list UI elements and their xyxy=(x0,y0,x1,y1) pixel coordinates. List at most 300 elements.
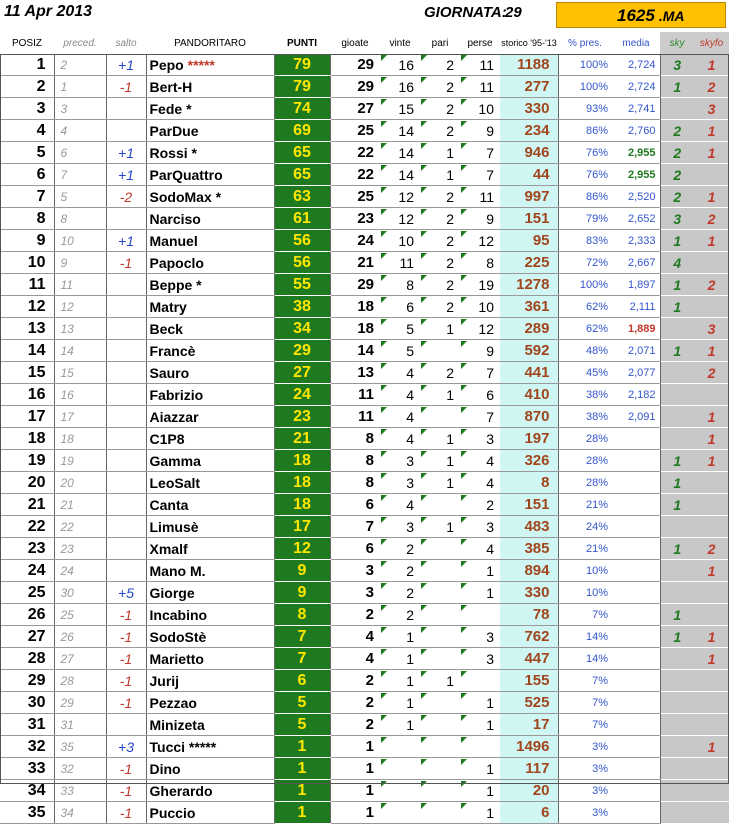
table-row xyxy=(0,98,729,120)
cell-gio: 21 xyxy=(330,252,380,274)
cell-med xyxy=(612,626,660,648)
cell-pres: 28% xyxy=(558,450,612,472)
cell-vin: 2 xyxy=(380,560,420,582)
cell-par: 1 xyxy=(420,670,460,692)
table-row xyxy=(0,252,729,274)
cell-skyfo: 3 xyxy=(694,318,729,340)
cell-prec: 14 xyxy=(54,340,106,362)
cell-pos: 18 xyxy=(0,428,54,450)
cell-sky xyxy=(660,780,694,802)
cell-par: 1 xyxy=(420,516,460,538)
col-salto: salto xyxy=(115,37,137,49)
player-name: Narciso xyxy=(149,210,201,227)
cell-per: 1 xyxy=(460,692,500,714)
table-row xyxy=(0,802,729,824)
header-bar xyxy=(0,0,730,30)
cell-pos: 20 xyxy=(0,472,54,494)
cell-salto xyxy=(106,296,146,318)
cell-stor: 361 xyxy=(500,296,558,318)
cell-stor: 277 xyxy=(500,76,558,98)
cell-salto: +1 xyxy=(106,54,146,76)
cell-pos: 29 xyxy=(0,670,54,692)
cell-per: 3 xyxy=(460,428,500,450)
cell-salto xyxy=(106,98,146,120)
cell-per: 9 xyxy=(460,120,500,142)
col-giocate: gioate xyxy=(341,37,369,49)
cell-stor: 225 xyxy=(500,252,558,274)
cell-gio: 22 xyxy=(330,142,380,164)
cell-par: 2 xyxy=(420,274,460,296)
col-pres: % pres. xyxy=(568,37,602,49)
cell-pres: 14% xyxy=(558,626,612,648)
cell-per: 1 xyxy=(460,560,500,582)
cell-name xyxy=(146,340,274,362)
cell-par xyxy=(420,780,460,802)
cell-vin: 1 xyxy=(380,670,420,692)
cell-stor: 946 xyxy=(500,142,558,164)
cell-punti: 18 xyxy=(274,494,330,516)
cell-par: 1 xyxy=(420,472,460,494)
cell-pos: 34 xyxy=(0,780,54,802)
cell-name xyxy=(146,626,274,648)
cell-name xyxy=(146,208,274,230)
cell-per: 12 xyxy=(460,230,500,252)
cell-sky xyxy=(660,714,694,736)
cell-punti: 17 xyxy=(274,516,330,538)
cell-stor: 385 xyxy=(500,538,558,560)
cell-med: 2,520 xyxy=(612,186,660,208)
cell-prec: 18 xyxy=(54,428,106,450)
cell-prec: 7 xyxy=(54,164,106,186)
cell-med: 2,091 xyxy=(612,406,660,428)
cell-punti: 18 xyxy=(274,472,330,494)
cell-sky: 1 xyxy=(660,230,694,252)
cell-salto: +1 xyxy=(106,230,146,252)
table-row xyxy=(0,714,729,736)
cell-salto: +1 xyxy=(106,142,146,164)
cell-sky xyxy=(660,516,694,538)
cell-stor: 326 xyxy=(500,450,558,472)
cell-salto: -2 xyxy=(106,186,146,208)
cell-vin: 1 xyxy=(380,648,420,670)
cell-skyfo xyxy=(694,714,729,736)
cell-med xyxy=(612,758,660,780)
cell-vin: 15 xyxy=(380,98,420,120)
cell-pos: 28 xyxy=(0,648,54,670)
cell-par xyxy=(420,406,460,428)
cell-med xyxy=(612,670,660,692)
cell-salto: -1 xyxy=(106,758,146,780)
cell-vin: 1 xyxy=(380,626,420,648)
cell-punti: 21 xyxy=(274,428,330,450)
cell-skyfo xyxy=(694,252,729,274)
cell-sky: 3 xyxy=(660,208,694,230)
cell-pres: 24% xyxy=(558,516,612,538)
cell-skyfo xyxy=(694,692,729,714)
cell-punti: 34 xyxy=(274,318,330,340)
cell-skyfo: 2 xyxy=(694,274,729,296)
standings-body xyxy=(0,54,729,824)
cell-vin: 16 xyxy=(380,54,420,76)
cell-prec: 17 xyxy=(54,406,106,428)
cell-sky: 1 xyxy=(660,274,694,296)
cell-med: 2,077 xyxy=(612,362,660,384)
cell-prec: 10 xyxy=(54,230,106,252)
cell-per: 11 xyxy=(460,186,500,208)
table-row xyxy=(0,120,729,142)
cell-med xyxy=(612,780,660,802)
cell-punti: 38 xyxy=(274,296,330,318)
cell-pos: 9 xyxy=(0,230,54,252)
cell-gio: 18 xyxy=(330,318,380,340)
cell-gio: 3 xyxy=(330,582,380,604)
cell-name xyxy=(146,780,274,802)
cell-salto xyxy=(106,384,146,406)
cell-prec: 6 xyxy=(54,142,106,164)
cell-skyfo: 2 xyxy=(694,208,729,230)
cell-salto xyxy=(106,362,146,384)
cell-pos: 14 xyxy=(0,340,54,362)
col-pandoritaro: PANDORITARO xyxy=(174,37,246,49)
cell-name xyxy=(146,142,274,164)
cell-par xyxy=(420,758,460,780)
cell-pres: 83% xyxy=(558,230,612,252)
cell-pres: 3% xyxy=(558,758,612,780)
cell-per: 19 xyxy=(460,274,500,296)
cell-par: 2 xyxy=(420,54,460,76)
cell-pres: 100% xyxy=(558,274,612,296)
cell-stor: 78 xyxy=(500,604,558,626)
table-row xyxy=(0,164,729,186)
cell-salto xyxy=(106,450,146,472)
cell-gio: 1 xyxy=(330,802,380,824)
cell-stor: 6 xyxy=(500,802,558,824)
cell-par: 2 xyxy=(420,296,460,318)
cell-vin: 16 xyxy=(380,76,420,98)
cell-skyfo xyxy=(694,758,729,780)
cell-skyfo: 1 xyxy=(694,142,729,164)
table-row xyxy=(0,472,729,494)
cell-pres: 86% xyxy=(558,186,612,208)
cell-per: 4 xyxy=(460,538,500,560)
cell-vin: 14 xyxy=(380,120,420,142)
cell-med xyxy=(612,538,660,560)
cell-name xyxy=(146,648,274,670)
cell-sky: 1 xyxy=(660,450,694,472)
cell-name xyxy=(146,538,274,560)
cell-punti: 61 xyxy=(274,208,330,230)
cell-pos: 33 xyxy=(0,758,54,780)
col-perse: perse xyxy=(467,37,493,49)
col-vinte: vinte xyxy=(389,37,411,49)
cell-prec: 26 xyxy=(54,626,106,648)
cell-par: 2 xyxy=(420,252,460,274)
cell-stor: 1188 xyxy=(500,54,558,76)
cell-gio: 8 xyxy=(330,450,380,472)
player-name: Minizeta xyxy=(149,716,205,733)
cell-pres: 100% xyxy=(558,76,612,98)
cell-vin: 2 xyxy=(380,604,420,626)
cell-name xyxy=(146,582,274,604)
cell-sky: 2 xyxy=(660,164,694,186)
giornata-value: 29 xyxy=(505,4,522,21)
cell-par: 2 xyxy=(420,186,460,208)
cell-name xyxy=(146,560,274,582)
cell-per: 1 xyxy=(460,802,500,824)
cell-pos: 11 xyxy=(0,274,54,296)
cell-skyfo: 1 xyxy=(694,230,729,252)
cell-per: 10 xyxy=(460,296,500,318)
cell-prec: 25 xyxy=(54,604,106,626)
cell-stor: 20 xyxy=(500,780,558,802)
cell-vin xyxy=(380,758,420,780)
cell-punti: 1 xyxy=(274,802,330,824)
cell-prec: 35 xyxy=(54,736,106,758)
cell-skyfo xyxy=(694,494,729,516)
cell-pos: 21 xyxy=(0,494,54,516)
date-label: 11 Apr 2013 xyxy=(4,3,93,20)
player-name: Puccio xyxy=(149,804,196,821)
table-row xyxy=(0,736,729,758)
cell-name xyxy=(146,604,274,626)
cell-pos: 5 xyxy=(0,142,54,164)
cell-per: 4 xyxy=(460,472,500,494)
cell-gio: 1 xyxy=(330,780,380,802)
cell-salto: +1 xyxy=(106,164,146,186)
cell-pos: 35 xyxy=(0,802,54,824)
cell-skyfo: 1 xyxy=(694,626,729,648)
cell-med xyxy=(612,604,660,626)
player-name: Papoclo xyxy=(149,254,204,271)
cell-gio: 11 xyxy=(330,406,380,428)
cell-gio: 6 xyxy=(330,538,380,560)
cell-name xyxy=(146,252,274,274)
cell-name xyxy=(146,296,274,318)
table-row xyxy=(0,54,729,76)
cell-salto xyxy=(106,472,146,494)
cell-pres: 38% xyxy=(558,384,612,406)
cell-stor: 330 xyxy=(500,98,558,120)
cell-gio: 2 xyxy=(330,714,380,736)
cell-punti: 5 xyxy=(274,714,330,736)
cell-gio: 7 xyxy=(330,516,380,538)
cell-punti: 7 xyxy=(274,626,330,648)
cell-med xyxy=(612,428,660,450)
cell-pres: 10% xyxy=(558,560,612,582)
cell-par xyxy=(420,604,460,626)
cell-gio: 25 xyxy=(330,120,380,142)
cell-stor: 762 xyxy=(500,626,558,648)
player-name: Marietto xyxy=(149,650,204,667)
cell-pres: 76% xyxy=(558,142,612,164)
cell-gio: 13 xyxy=(330,362,380,384)
cell-skyfo: 1 xyxy=(694,428,729,450)
cell-med: 2,071 xyxy=(612,340,660,362)
cell-vin: 6 xyxy=(380,296,420,318)
cell-skyfo: 2 xyxy=(694,76,729,98)
cell-pos: 8 xyxy=(0,208,54,230)
cell-pres: 45% xyxy=(558,362,612,384)
table-row xyxy=(0,142,729,164)
cell-skyfo: 1 xyxy=(694,648,729,670)
cell-name xyxy=(146,54,274,76)
cell-sky xyxy=(660,560,694,582)
cell-per: 9 xyxy=(460,208,500,230)
player-name: Pezzao xyxy=(149,694,197,711)
cell-sky: 2 xyxy=(660,186,694,208)
player-name: Incabino xyxy=(149,606,208,623)
cell-skyfo: 1 xyxy=(694,186,729,208)
cell-skyfo: 1 xyxy=(694,406,729,428)
cell-per xyxy=(460,736,500,758)
cell-vin: 5 xyxy=(380,318,420,340)
cell-med xyxy=(612,582,660,604)
cell-prec: 13 xyxy=(54,318,106,340)
cell-prec: 5 xyxy=(54,186,106,208)
cell-par xyxy=(420,538,460,560)
cell-vin: 3 xyxy=(380,472,420,494)
cell-par: 2 xyxy=(420,208,460,230)
cell-sky xyxy=(660,362,694,384)
cell-prec: 15 xyxy=(54,362,106,384)
cell-per: 6 xyxy=(460,384,500,406)
cell-punti: 1 xyxy=(274,758,330,780)
cell-med: 1,897 xyxy=(612,274,660,296)
cell-med xyxy=(612,736,660,758)
table-row xyxy=(0,560,729,582)
cell-sky xyxy=(660,670,694,692)
cell-pos: 30 xyxy=(0,692,54,714)
table-row xyxy=(0,494,729,516)
cell-vin: 5 xyxy=(380,340,420,362)
player-name: Bert-H xyxy=(149,78,193,95)
cell-salto xyxy=(106,560,146,582)
player-name: Limusè xyxy=(149,518,199,535)
cell-punti: 23 xyxy=(274,406,330,428)
cell-med: 2,955 xyxy=(612,142,660,164)
cell-sky: 1 xyxy=(660,340,694,362)
cell-punti: 12 xyxy=(274,538,330,560)
cell-skyfo: 2 xyxy=(694,538,729,560)
cell-salto: -1 xyxy=(106,780,146,802)
cell-gio: 22 xyxy=(330,164,380,186)
cell-gio: 4 xyxy=(330,648,380,670)
cell-pres: 28% xyxy=(558,428,612,450)
cell-prec: 1 xyxy=(54,76,106,98)
cell-vin: 11 xyxy=(380,252,420,274)
player-name: Tucci ***** xyxy=(149,738,217,755)
cell-sky: 1 xyxy=(660,604,694,626)
cell-salto: +3 xyxy=(106,736,146,758)
player-name: Francè xyxy=(149,342,196,359)
cell-per: 3 xyxy=(460,648,500,670)
table-row xyxy=(0,626,729,648)
cell-pos: 10 xyxy=(0,252,54,274)
cell-skyfo: 1 xyxy=(694,120,729,142)
cell-per: 4 xyxy=(460,450,500,472)
cell-med: 2,111 xyxy=(612,296,660,318)
cell-per: 1 xyxy=(460,758,500,780)
cell-gio: 2 xyxy=(330,670,380,692)
cell-name xyxy=(146,472,274,494)
cell-punti: 1 xyxy=(274,736,330,758)
cell-punti: 56 xyxy=(274,230,330,252)
cell-vin: 4 xyxy=(380,384,420,406)
player-name: Giorge xyxy=(149,584,195,601)
cell-salto: -1 xyxy=(106,802,146,824)
cell-prec: 27 xyxy=(54,648,106,670)
cell-name xyxy=(146,362,274,384)
player-name: Jurij xyxy=(149,672,180,689)
cell-stor: 151 xyxy=(500,208,558,230)
cell-per: 3 xyxy=(460,626,500,648)
cell-skyfo xyxy=(694,604,729,626)
cell-pos: 27 xyxy=(0,626,54,648)
cell-salto xyxy=(106,274,146,296)
cell-salto xyxy=(106,120,146,142)
cell-salto: -1 xyxy=(106,252,146,274)
cell-skyfo: 1 xyxy=(694,340,729,362)
cell-name xyxy=(146,230,274,252)
table-row xyxy=(0,450,729,472)
cell-par: 2 xyxy=(420,120,460,142)
cell-name xyxy=(146,494,274,516)
cell-med: 2,667 xyxy=(612,252,660,274)
cell-per: 11 xyxy=(460,76,500,98)
cell-vin xyxy=(380,736,420,758)
cell-med xyxy=(612,516,660,538)
cell-pos: 23 xyxy=(0,538,54,560)
cell-pres: 7% xyxy=(558,714,612,736)
cell-name xyxy=(146,318,274,340)
cell-gio: 1 xyxy=(330,758,380,780)
cell-per: 1 xyxy=(460,582,500,604)
player-name: LeoSalt xyxy=(149,474,201,491)
col-storico: storico '95-'13 xyxy=(501,38,557,48)
cell-prec: 29 xyxy=(54,692,106,714)
cell-stor: 155 xyxy=(500,670,558,692)
cell-pres: 7% xyxy=(558,692,612,714)
cell-name xyxy=(146,120,274,142)
cell-punti: 24 xyxy=(274,384,330,406)
cell-name xyxy=(146,428,274,450)
cell-par xyxy=(420,340,460,362)
cell-pos: 16 xyxy=(0,384,54,406)
cell-med: 2,652 xyxy=(612,208,660,230)
cell-stor: 44 xyxy=(500,164,558,186)
player-name: Sauro xyxy=(149,364,190,381)
player-name: Beppe * xyxy=(149,276,202,293)
cell-punti: 63 xyxy=(274,186,330,208)
cell-skyfo xyxy=(694,516,729,538)
media-value: 1625 .MA xyxy=(617,6,685,25)
cell-punti: 56 xyxy=(274,252,330,274)
cell-pres: 100% xyxy=(558,54,612,76)
cell-pos: 31 xyxy=(0,714,54,736)
cell-skyfo: 1 xyxy=(694,736,729,758)
player-name: Dino xyxy=(149,760,181,777)
player-name: SodoStè xyxy=(149,628,207,645)
cell-sky xyxy=(660,384,694,406)
cell-vin: 2 xyxy=(380,582,420,604)
cell-per: 12 xyxy=(460,318,500,340)
cell-name xyxy=(146,164,274,186)
table-row xyxy=(0,758,729,780)
cell-prec: 20 xyxy=(54,472,106,494)
cell-skyfo: 2 xyxy=(694,362,729,384)
cell-stor: 410 xyxy=(500,384,558,406)
cell-sky: 3 xyxy=(660,54,694,76)
